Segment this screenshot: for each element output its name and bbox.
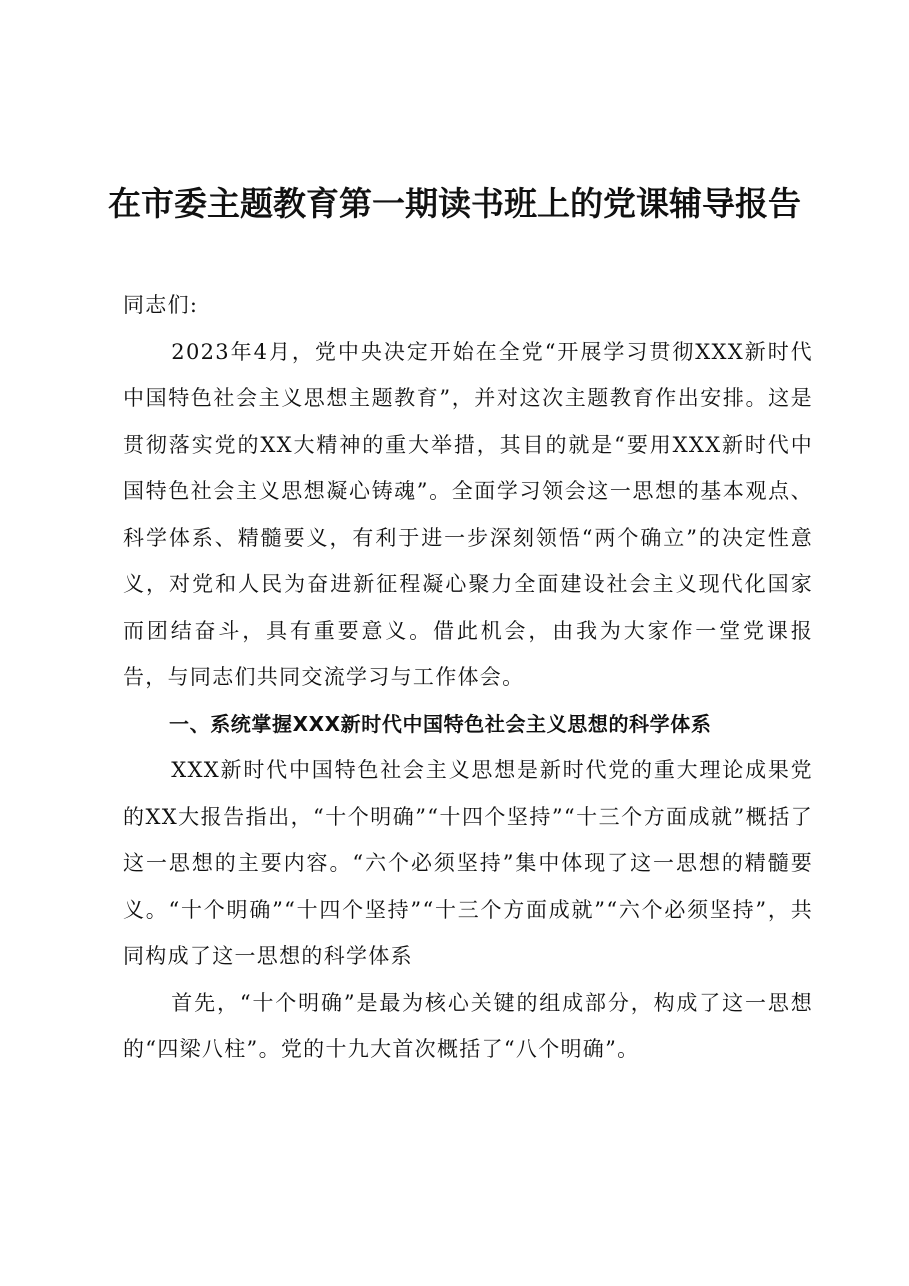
- section-heading: 一、系统掌握XXX新时代中国特色社会主义思想的科学体系: [169, 711, 712, 736]
- section-paragraph-2: 首先，“十个明确”是最为核心关键的组成部分，构成了这一思想的“四梁八柱”。党的十九大首次概括了“八个明确”。: [123, 990, 813, 1061]
- document-body: [123, 282, 813, 1073]
- intro-paragraph: 2023年4月，党中央决定开始在全党“开展学习贯彻XXX新时代中国特色社会主义思想主题教育”，并对这次主题教育作出安排。这是贯彻落实党的XX大精神的重大举措，其目的就是“要用XXX新时代中国特色社会主义思想凝心铸魂”。全面学习领会这一思想的基本观点、科学体系、精髓要义，有利于进一步深刻领悟“两个确立”的决定性意义，对党和人民为奋进新征程凝心聚力全面建设社会主义现代化国家而团结奋斗，具有重要意义。借此机会，由我为大家作一堂党课报告，与同志们共同交流学习与工作体会。: [123, 339, 813, 689]
- salutation: 同志们:: [123, 293, 199, 317]
- section-paragraph-1: XXX新时代中国特色社会主义思想是新时代党的重大理论成果党的XX大报告指出，“十个明确”“十四个坚持”“十三个方面成就”概括了这一思想的主要内容。“六个必须坚持”集中体现了这一思想的精髓要义。“十个明确”“十四个坚持”“十三个方面成就”“六个必须坚持”，共同构成了这一思想的科学体系: [123, 758, 813, 968]
- document-title: 在市委主题教育第一期读书班上的党课辅导报告: [108, 184, 801, 224]
